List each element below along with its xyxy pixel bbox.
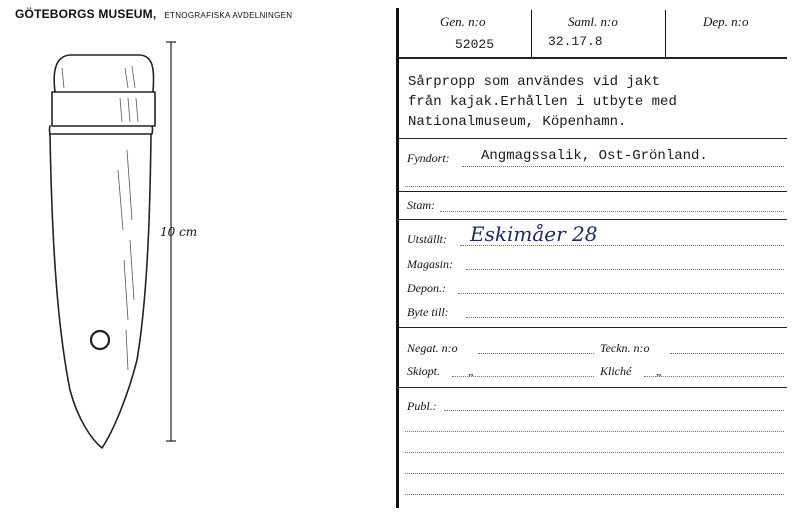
fyndort-label: Fyndort:	[407, 151, 450, 165]
depon-label: Depon.:	[407, 281, 446, 295]
gen-no-label: Gen. n:o	[440, 14, 486, 29]
department-name: ETNOGRAFISKA AVDELNINGEN	[164, 11, 293, 20]
utstallt-value: Eskimåer 28	[470, 222, 598, 246]
fyndort-value: Angmagssalik, Ost-Grönland.	[481, 148, 708, 164]
dimension-label: 10 cm	[160, 225, 198, 239]
byte-till-label: Byte till:	[407, 305, 449, 319]
magasin-label: Magasin:	[407, 257, 453, 271]
kliche-label: Kliché	[600, 364, 632, 378]
skiopt-label: Skiopt.	[407, 364, 440, 378]
card-left-rule	[396, 8, 399, 508]
description-line-2: från kajak.Erhållen i utbyte med	[408, 94, 677, 110]
description-line-1: Sårpropp som användes vid jakt	[408, 74, 661, 90]
skiopt-value: „	[468, 364, 475, 378]
utstallt-label: Utställt:	[407, 232, 448, 246]
negat-label: Negat. n:o	[407, 341, 458, 355]
dep-no-label: Dep. n:o	[703, 14, 749, 29]
saml-no-value: 32.17.8	[548, 34, 603, 49]
stam-label: Stam:	[407, 198, 435, 212]
teckn-label: Teckn. n:o	[600, 341, 650, 355]
saml-no-label: Saml. n:o	[568, 14, 618, 29]
kliche-value: „	[656, 364, 663, 378]
museum-name: GÖTEBORGS MUSEUM,	[15, 7, 157, 21]
publ-label: Publ.:	[407, 399, 437, 413]
description-line-3: Nationalmuseum, Köpenhamn.	[408, 114, 627, 130]
gen-no-value: 52025	[455, 37, 495, 52]
